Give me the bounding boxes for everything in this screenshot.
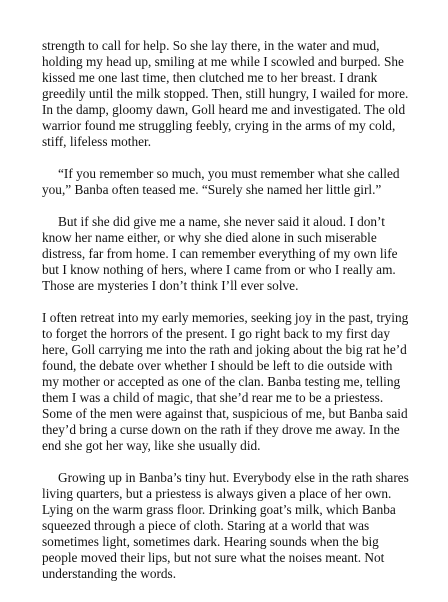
text-column (42, 38, 412, 582)
paragraph-2: “If you remember so much, you must remember what she called you,” Banba often teased me. “Surely she named her little girl.” (42, 166, 400, 197)
paragraph-gap (42, 198, 412, 214)
paragraph-4: I often retreat into my early memories, seeking joy in the past, trying to forget the horrors of the present. I go right back to my first day here, Goll carrying me into the rath and joking about the big rat he’d found, the debate over whether I should be left to die outside with my mother or accepted as one of the clan. Banba testing me, telling them I was a child of magic, that she’d rear me to be a priestess. Some of the men were against that, suspicious of me, but Banba said they’d bring a curse down on the rath if they drove me away. In the end she got her way, like she usually did. (42, 310, 409, 453)
paragraph-gap (42, 454, 412, 470)
paragraph-gap (42, 150, 412, 166)
paragraph-1: strength to call for help. So she lay there, in the water and mud, holding my head up, smiling at me while I scowled and burped. She kissed me one last time, then clutched me to her breast. I drank greedily until the milk stopped. Then, still hungry, I wailed for more. In the damp, gloomy dawn, Goll heard me and investigated. The old warrior found me struggling feebly, crying in the arms of my cold, stiff, lifeless mother. (42, 38, 409, 149)
paragraph-5: Growing up in Banba’s tiny hut. Everybody else in the rath shares living quarters, but a priestess is always given a place of her own. Lying on the warm grass floor. Drinking goat’s milk, which Banba squeezed through a piece of cloth. Staring at a world that was sometimes light, sometimes dark. Hearing sounds when the big people moved their lips, but not sure what the noises meant. Not understanding the words. (42, 470, 409, 581)
paragraph-gap (42, 294, 412, 310)
paragraph-3: But if she did give me a name, she never said it aloud. I don’t know her name either, or why she died alone in such miserable distress, far from home. I can remember everything of my own life but I know nothing of hers, where I came from or who I really am. Those are mysteries I don’t think I’ll ever solve. (42, 214, 398, 293)
